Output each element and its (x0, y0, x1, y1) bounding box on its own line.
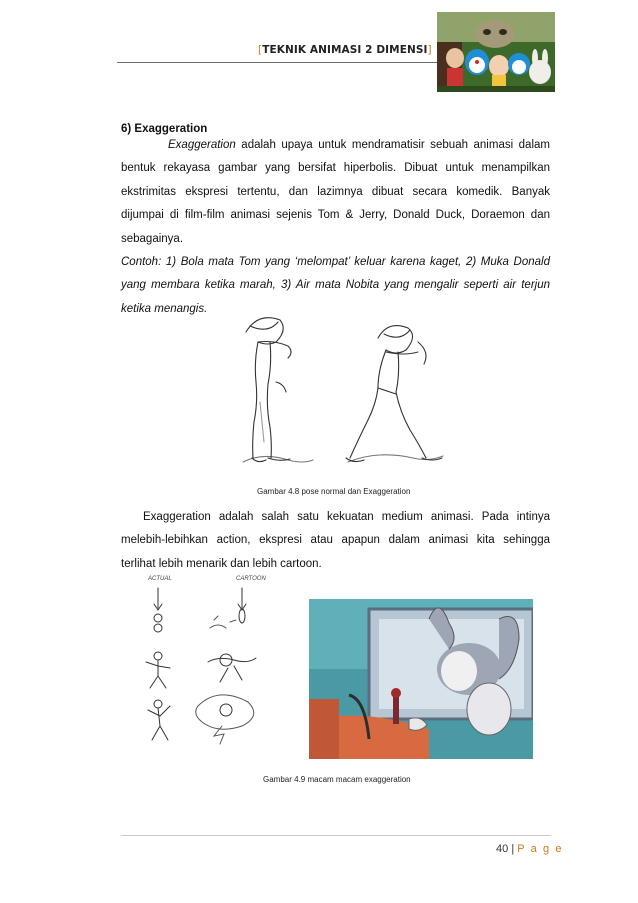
paragraph-line: Exaggeration adalah upaya untuk mendramatisir sebuah animasi dalam (168, 139, 550, 151)
example-line: Contoh: 1) Bola mata Tom yang ‘melompat’ keluar karena kaget, 2) Muka Donald (121, 256, 550, 269)
paragraph-exaggeration-definition (121, 134, 550, 321)
page-number: 40 | P a g e (496, 843, 564, 855)
label-cartoon: CARTOON (236, 576, 266, 582)
header-rule (117, 62, 437, 63)
figure-cartoon-still (309, 599, 533, 759)
footer-rule (121, 835, 551, 836)
paragraph-line: ekstrimitas ekspresi tertentu, dan lazimnya dibuat secara komedik. Banyak (121, 185, 550, 198)
figure-caption: Gambar 4.9 macam macam exaggeration (263, 775, 411, 784)
exaggeration-pose-sketch (346, 326, 443, 462)
paragraph-line: dijumpai di film-film animasi sejenis Tom & Jerry, Donald Duck, Doraemon dan (121, 209, 550, 222)
label-actual: ACTUAL (148, 576, 172, 582)
doraemon-movie-poster-icon (437, 12, 555, 92)
paragraph-line: sebagainya. (121, 232, 184, 245)
paragraph-line: melebih-lebihkan action, ekspresi atau apapun dalam animasi kita sehingga (121, 534, 550, 547)
normal-pose-sketch (243, 318, 313, 462)
paragraph-line: terlihat lebih menarik dan lebih cartoon. (121, 557, 322, 570)
paragraph-line: Exaggeration adalah salah satu kekuatan medium animasi. Pada intinya (143, 511, 550, 523)
example-line: ketika menangis. (121, 302, 208, 315)
figure-caption: Gambar 4.8 pose normal dan Exaggeration (257, 487, 411, 496)
example-line: yang membara ketika marah, 3) Air mata Nobita yang mengalir seperti air terjun (121, 279, 550, 292)
section-heading: 6) Exaggeration (121, 123, 208, 135)
page-label: P a g e (517, 843, 564, 855)
header-title-text: TEKNIK ANIMASI 2 DIMENSI (262, 44, 428, 56)
paragraph-exaggeration-power (121, 506, 550, 576)
figure-actual-vs-cartoon (138, 576, 278, 756)
header-title: [TEKNIK ANIMASI 2 DIMENSI] (258, 44, 432, 56)
figure-pose-normal-exaggeration (228, 312, 460, 470)
paragraph-line: bentuk rekayasa gambar yang bersifat hiperbolis. Dibuat untuk menampilkan (121, 162, 550, 175)
